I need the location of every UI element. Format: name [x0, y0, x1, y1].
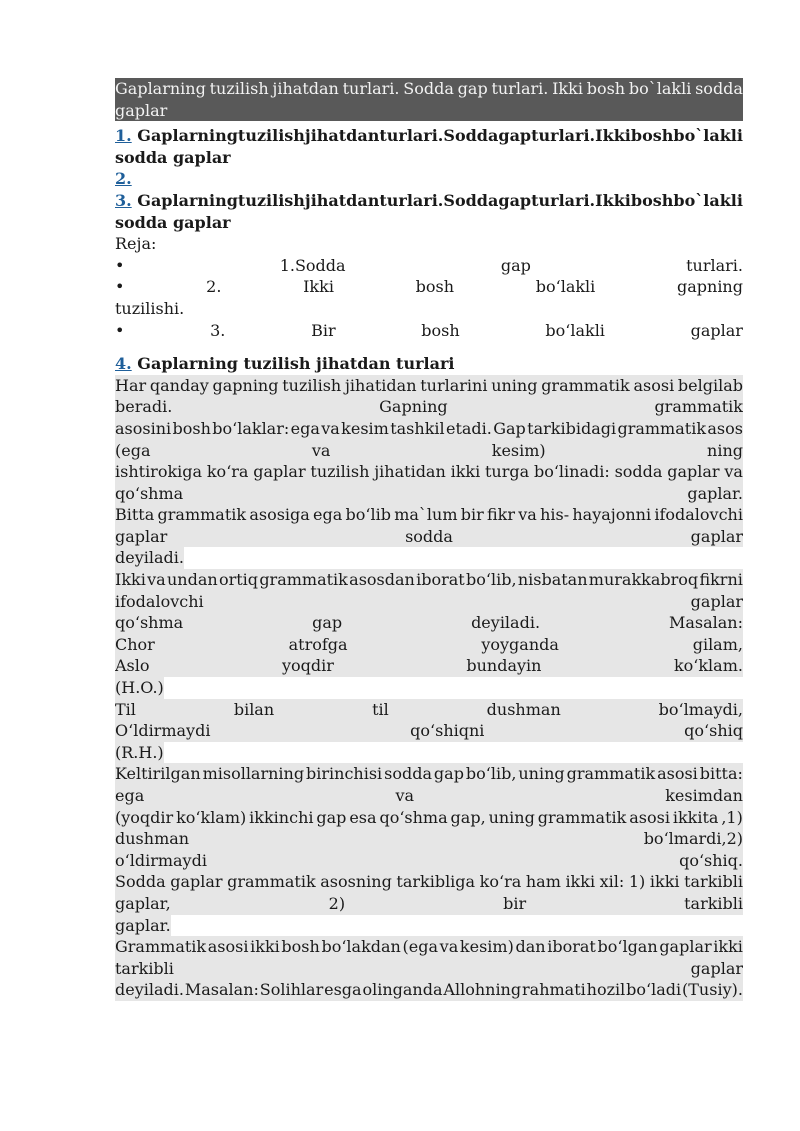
section-4-link[interactable]: 4.	[115, 354, 132, 374]
body-word: (ega	[115, 440, 151, 460]
body-line	[115, 612, 743, 634]
body-line	[115, 979, 743, 1001]
item-1-word: bo`lakli	[673, 126, 743, 146]
body-word: undan	[166, 570, 218, 590]
body-word: 2)	[328, 893, 346, 913]
body-word: ko‘ra	[206, 462, 249, 482]
body-line-text: deyiladi.	[115, 548, 184, 568]
body-word: va	[321, 418, 340, 438]
body-line	[115, 634, 743, 656]
body-word: (ega	[402, 937, 439, 957]
item-3-word: turlari.	[531, 190, 596, 210]
body-word: Ikki	[115, 570, 146, 590]
body-word: ifodalovchi	[654, 505, 743, 525]
reja-label: Reja:	[115, 234, 157, 254]
body-word: bitta:	[699, 764, 743, 784]
title-word: tuzilish	[209, 79, 269, 98]
body-text	[115, 375, 743, 1001]
item-3-word: gap	[498, 190, 532, 210]
title-word: turlari.	[342, 79, 400, 98]
body-word: uning	[488, 807, 535, 827]
body-line	[115, 569, 743, 591]
body-word: qo‘shiq	[684, 721, 743, 741]
body-word: va	[311, 440, 331, 460]
body-line-text: (R.H.)	[115, 742, 164, 762]
title-word: sodda	[695, 79, 743, 98]
body-word: etadi.	[445, 418, 492, 438]
body-word: qo‘shiq.	[679, 850, 743, 870]
body-line-text: (H.O.)	[115, 678, 164, 698]
body-word: Sodda	[115, 872, 166, 892]
body-word: uning	[491, 375, 538, 395]
body-word: ma`lum	[394, 505, 458, 525]
body-word: ikkinchi	[249, 807, 314, 827]
body-word: dan	[515, 937, 546, 957]
reja-word: Bir	[311, 320, 336, 340]
body-word: bo‘ladi	[626, 980, 682, 1000]
body-word: asosiga	[249, 505, 310, 525]
body-word: jihatidan	[344, 375, 417, 395]
body-line	[115, 807, 743, 829]
title-line-1	[115, 78, 743, 100]
body-word: his-	[540, 505, 570, 525]
item-1-link[interactable]: 1.	[115, 126, 132, 146]
item-1-word: turlari.	[379, 126, 444, 146]
item-1-word: jihatdan	[304, 126, 380, 146]
item-3-word: turlari.	[379, 190, 444, 210]
body-line	[115, 375, 743, 397]
body-word: asos	[707, 418, 743, 438]
reja-word: 2.	[206, 277, 222, 297]
item-3-word: Ikki	[595, 190, 631, 210]
body-word: ikki	[250, 937, 280, 957]
body-word: bundayin	[466, 656, 542, 676]
body-line	[115, 504, 743, 526]
body-word: asosi	[633, 375, 675, 395]
body-word: bilan	[233, 699, 275, 719]
body-word: gaplar,	[115, 893, 171, 913]
body-word: va	[395, 786, 415, 805]
body-word: ikkita	[672, 807, 719, 827]
item-3-word: Sodda	[443, 190, 499, 210]
title-word: Gaplarning	[115, 79, 206, 98]
body-word: kesim)	[459, 937, 514, 957]
body-word: grammatik	[566, 764, 656, 784]
body-word: 1)	[628, 872, 646, 892]
body-line	[115, 396, 743, 418]
body-line	[115, 893, 743, 915]
body-word: bo‘lib,	[466, 570, 517, 590]
body-line	[115, 547, 743, 569]
reja-word: bosh	[415, 277, 455, 297]
body-word: va	[147, 570, 166, 590]
body-word: fikrni	[699, 570, 743, 590]
body-line-text: gaplar.	[115, 915, 171, 935]
body-line	[115, 915, 743, 937]
body-word: murakkabroq	[588, 570, 699, 590]
item-1-word: tuzilish	[237, 126, 305, 146]
body-word: kesim	[341, 418, 389, 438]
body-word: ning	[707, 440, 743, 460]
section-4-heading	[115, 353, 743, 375]
body-word: tuzilish	[310, 462, 370, 482]
body-word: gaplar	[690, 591, 743, 611]
item-1-word: Sodda	[443, 126, 499, 146]
body-line	[115, 591, 743, 613]
item-3-word: bosh	[630, 190, 674, 210]
body-word: Gap	[493, 418, 526, 438]
body-word: ikki	[450, 462, 481, 482]
body-line	[115, 850, 743, 872]
body-word: bosh	[281, 937, 320, 957]
body-word: va	[724, 462, 743, 482]
body-word: asosning	[320, 872, 392, 892]
body-word: grammatik	[157, 505, 247, 525]
body-word: asosini	[115, 418, 172, 438]
title-word: gap	[457, 79, 488, 98]
body-word: Keltirilgan	[115, 764, 201, 784]
body-word: gaplar	[690, 526, 743, 546]
body-word: hayajonni	[572, 505, 652, 525]
body-word: Til	[115, 699, 136, 719]
reja-row-1	[115, 255, 743, 277]
body-line	[115, 785, 743, 807]
body-word: tarkibli	[684, 872, 743, 892]
body-word: ikki	[713, 937, 743, 957]
body-line	[115, 871, 743, 893]
body-word: grammatik	[537, 807, 627, 827]
item-3-word: 3. Gaplarning	[115, 190, 238, 210]
body-word: gaplar.	[687, 483, 743, 503]
title-word: Ikki	[552, 79, 583, 98]
title-word: jihatdan	[272, 79, 339, 98]
body-word: grammatik	[541, 375, 630, 395]
body-word: til	[372, 699, 389, 719]
body-word: asosi	[207, 937, 249, 957]
body-line	[115, 655, 743, 677]
body-word: bir	[460, 505, 484, 525]
body-word: tarkibli	[684, 893, 743, 913]
body-word: atrofga	[288, 634, 348, 654]
title-word: Sodda	[403, 79, 454, 98]
body-word: belgilab	[677, 375, 743, 395]
body-word: ortiq	[218, 570, 259, 590]
reja-word: gap	[500, 255, 531, 275]
body-word: Masalan:	[668, 613, 743, 633]
reja-word: gaplar	[690, 320, 743, 340]
body-word: asosdan	[349, 570, 415, 590]
body-word: asosi	[629, 807, 670, 827]
body-word: Gapning	[379, 397, 448, 417]
body-word: dushman	[486, 699, 561, 719]
body-line	[115, 440, 743, 462]
body-word: misollarning	[202, 764, 305, 784]
body-word: qo‘shma	[115, 613, 184, 633]
body-word: bo‘lmaydi,	[658, 699, 743, 719]
body-word: (yoqdir	[115, 807, 174, 827]
body-word: bosh	[172, 418, 211, 438]
body-line	[115, 461, 743, 483]
title-word: bo`lakli	[628, 79, 692, 98]
body-word: tarkibli	[115, 958, 174, 978]
body-word: ifodalovchi	[115, 591, 204, 611]
body-word: yoyganda	[481, 634, 559, 654]
body-word: Allohning	[443, 980, 522, 1000]
body-word: gaplar	[253, 462, 306, 482]
body-word: asosi	[657, 764, 698, 784]
body-line	[115, 526, 743, 548]
reja-word: •	[115, 255, 125, 275]
body-word: tarkibliga	[396, 872, 476, 892]
body-word: beradi.	[115, 397, 173, 417]
body-word: ko‘ra	[479, 872, 522, 892]
body-word: esga	[324, 980, 362, 1000]
item-3-line-1	[115, 190, 743, 212]
body-line	[115, 677, 743, 699]
body-word: qanday	[149, 375, 209, 395]
body-line	[115, 828, 743, 850]
item-1-word: bosh	[630, 126, 674, 146]
reja-word: gapning	[676, 277, 743, 297]
body-word: Aslo	[115, 656, 150, 676]
item-3-line-2: sodda gaplar	[115, 212, 231, 232]
body-word: Har	[115, 375, 147, 395]
body-word: olinganda	[362, 980, 443, 1000]
body-word: gap,	[450, 807, 486, 827]
body-line	[115, 418, 743, 440]
reja-word: turlari.	[686, 255, 743, 275]
body-word: ishtirokiga	[115, 462, 203, 482]
section-4-title: Gaplarning tuzilish jihatdan turlari	[137, 354, 455, 374]
body-word: ko‘klam)	[176, 807, 247, 827]
body-word: va	[439, 937, 459, 957]
body-line	[115, 936, 743, 958]
body-word: bo‘laklar:	[212, 418, 290, 438]
body-word: ega	[290, 418, 320, 438]
body-word: qo‘shma	[115, 483, 184, 503]
body-word: grammatik	[227, 872, 316, 892]
item-3-word: bo`lakli	[673, 190, 743, 210]
reja-word: Ikki	[303, 277, 334, 297]
body-word: sodda	[405, 526, 453, 546]
body-word: fikr	[487, 505, 516, 525]
body-word: jihatidan	[374, 462, 446, 482]
item-2-link[interactable]: 2.	[115, 169, 132, 189]
body-word: gaplar	[170, 872, 223, 892]
body-word: gap	[316, 807, 347, 827]
body-word: nisbatan	[517, 570, 588, 590]
body-word: gaplar	[115, 526, 168, 546]
body-word: tarkibidagi	[527, 418, 617, 438]
body-word: Grammatik	[115, 937, 207, 957]
body-word: Solihlar	[259, 980, 324, 1000]
item-1-word: 1. Gaplarning	[115, 126, 238, 146]
item-1-word: Ikki	[595, 126, 631, 146]
body-word: iborat	[547, 937, 596, 957]
item-1-line-1	[115, 125, 743, 147]
body-word: bo‘lib,	[465, 764, 517, 784]
item-1-word: gap	[498, 126, 532, 146]
body-word: o‘ldirmaydi	[115, 850, 207, 870]
reja-word: bo‘lakli	[535, 277, 596, 297]
title-line-2: gaplar	[115, 100, 168, 120]
body-word: ko‘klam.	[673, 656, 743, 676]
item-1-line-2: sodda gaplar	[115, 147, 231, 167]
body-word: esa	[349, 807, 377, 827]
body-word: grammatik	[259, 570, 348, 590]
reja-word: 1.Sodda	[279, 255, 346, 275]
body-word: gaplar	[690, 958, 743, 978]
body-word: bo‘linadi:	[533, 462, 610, 482]
reja-row-2b: tuzilishi.	[115, 298, 185, 318]
body-word: gapning	[212, 375, 279, 395]
body-word: ega	[115, 786, 145, 805]
body-word: hozil	[586, 980, 626, 1000]
body-word: ikki	[565, 872, 596, 892]
document-page	[115, 78, 743, 1001]
body-word: ham	[525, 872, 561, 892]
body-word: dushman	[115, 829, 190, 849]
body-word: bo‘lmardi,2)	[643, 829, 743, 849]
body-word: kesim)	[491, 440, 546, 460]
item-3-word: jihatdan	[304, 190, 380, 210]
reja-word: bo‘lakli	[545, 320, 605, 340]
body-word: Masalan:	[184, 980, 259, 1000]
body-word: deyiladi.	[115, 980, 184, 1000]
reja-row-3	[115, 320, 743, 342]
body-word: bo‘lgan	[597, 937, 658, 957]
reja-word: •	[115, 320, 125, 340]
title-word: turlari.	[491, 79, 549, 98]
body-line	[115, 958, 743, 980]
body-word: iborat	[416, 570, 465, 590]
body-word: tuzilish	[282, 375, 342, 395]
body-word: ega	[313, 505, 343, 525]
body-word: Chor	[115, 634, 155, 654]
body-word: bo‘lib	[345, 505, 391, 525]
reja-word: 3.	[210, 320, 226, 340]
body-word: gap	[433, 764, 464, 784]
body-word: ikki	[649, 872, 680, 892]
body-word: tashkil	[390, 418, 445, 438]
body-word: uning	[518, 764, 565, 784]
title-word: bosh	[586, 79, 626, 98]
body-word: xil:	[599, 872, 625, 892]
body-line	[115, 699, 743, 721]
item-3-link[interactable]: 3.	[115, 190, 132, 210]
item-3-word: tuzilish	[237, 190, 305, 210]
body-word: birinchisi	[306, 764, 383, 784]
body-word: turlarini	[420, 375, 488, 395]
body-word: bir	[503, 893, 527, 913]
body-word: grammatik	[654, 397, 743, 417]
reja-word: bosh	[421, 320, 460, 340]
body-word: Bitta	[115, 505, 155, 525]
body-word: va	[518, 505, 537, 525]
body-word: gap	[312, 613, 343, 633]
body-word: (Tusiy).	[682, 980, 743, 1000]
body-word: ,1)	[721, 807, 743, 827]
body-word: sodda	[384, 764, 432, 784]
body-word: gaplar	[659, 937, 712, 957]
body-word: grammatik	[617, 418, 707, 438]
reja-word: •	[115, 277, 125, 297]
body-word: qo‘shma	[379, 807, 448, 827]
body-word: bo‘lakdan	[321, 937, 401, 957]
body-word: O‘ldirmaydi	[115, 721, 211, 741]
body-word: yoqdir	[281, 656, 334, 676]
body-word: qo‘shiqni	[410, 721, 485, 741]
body-line	[115, 483, 743, 505]
body-line	[115, 720, 743, 742]
body-word: turga	[485, 462, 530, 482]
body-line	[115, 763, 743, 785]
body-line	[115, 742, 743, 764]
body-word: sodda	[614, 462, 663, 482]
body-word: deyiladi.	[471, 613, 541, 633]
reja-row-2	[115, 276, 743, 298]
body-word: rahmati	[522, 980, 586, 1000]
body-word: gaplar	[667, 462, 720, 482]
item-2	[115, 168, 743, 190]
body-word: gilam,	[692, 634, 743, 654]
item-1-word: turlari.	[531, 126, 596, 146]
title-banner	[115, 78, 743, 121]
body-word: kesimdan	[665, 786, 743, 805]
